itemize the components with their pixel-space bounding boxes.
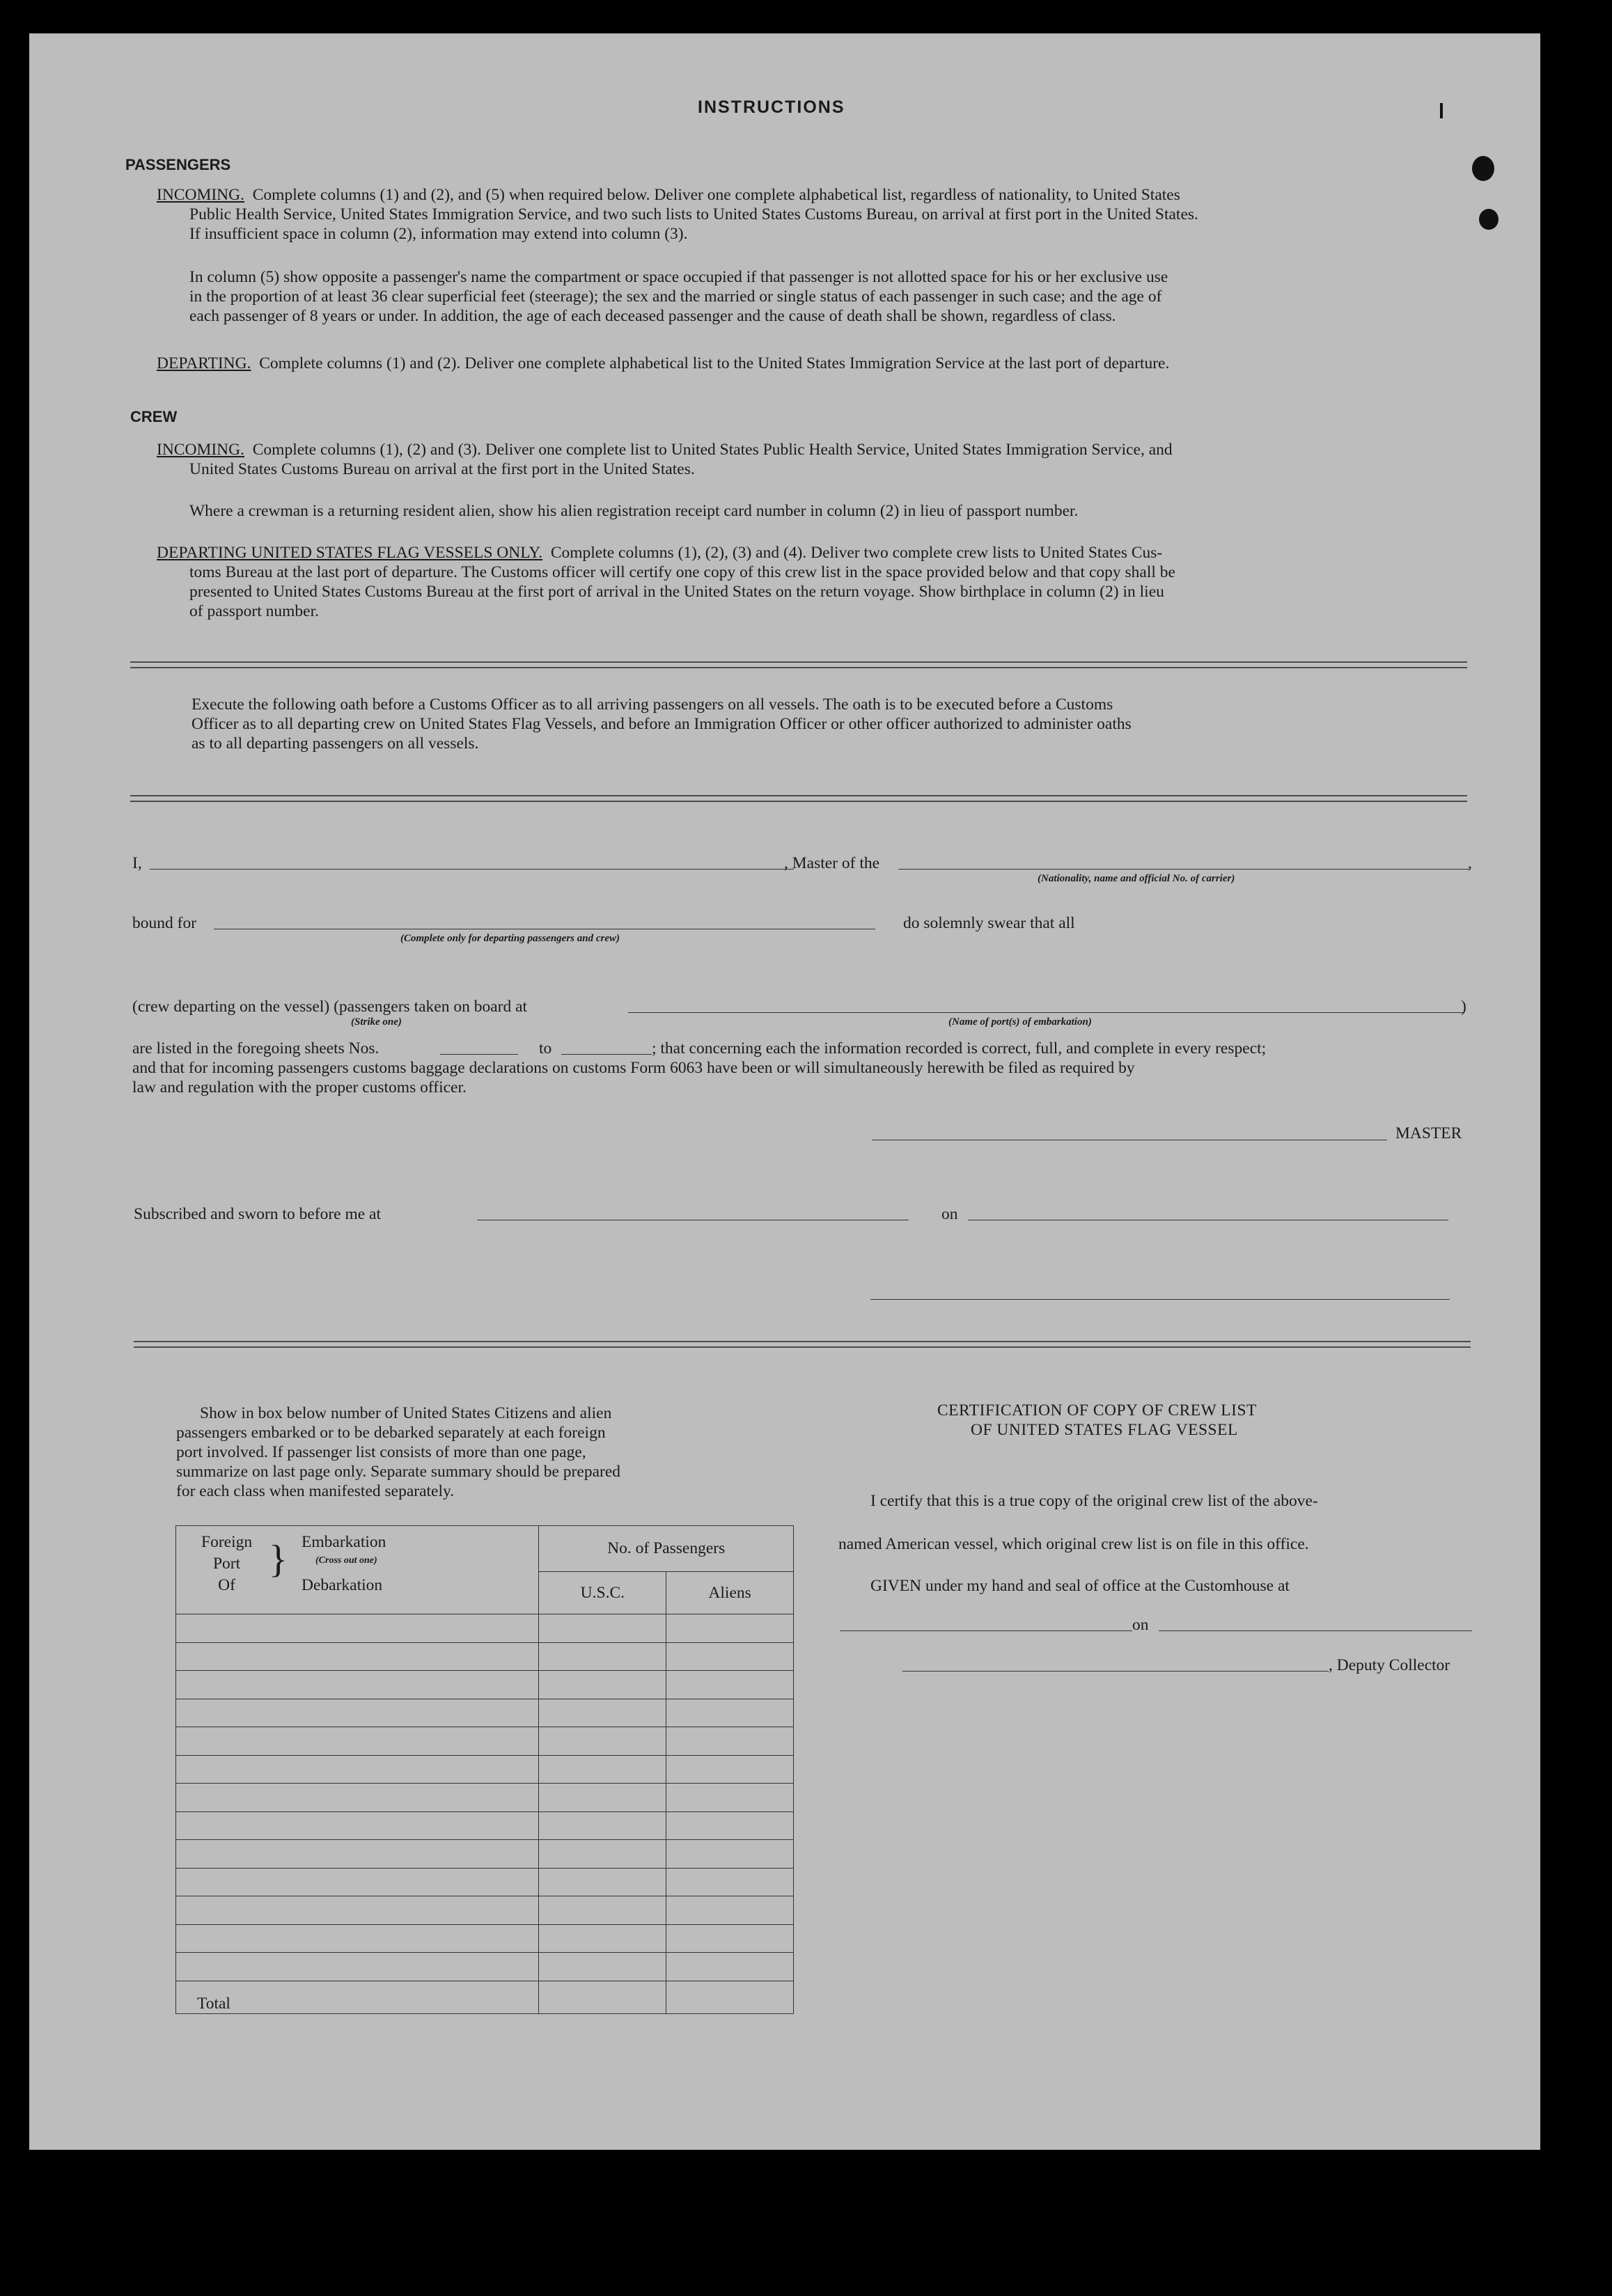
master-label: MASTER <box>1395 1124 1462 1142</box>
table-row <box>176 1953 794 1981</box>
officer-signature-field[interactable] <box>870 1299 1450 1300</box>
table-row <box>176 1784 794 1812</box>
table-row <box>176 1727 794 1756</box>
table-row <box>176 1671 794 1699</box>
crew-incoming-label: INCOMING. <box>157 441 244 459</box>
master-name-field[interactable] <box>150 869 794 870</box>
table-row <box>176 1840 794 1869</box>
usc-header: U.S.C. <box>539 1572 666 1614</box>
nationality-caption: (Nationality, name and official No. of carrier) <box>1038 873 1235 884</box>
passengers-incoming-line-2: Public Health Service, United States Immigration Service, and two such lists to United States Customs Bureau, on arrival at first port in the United States. <box>189 205 1198 223</box>
column5-line-3: each passenger of 8 years or under. In addition, the age of each deceased passenger and the cause of death shall be shown, regardless of class. <box>189 307 1116 325</box>
table-row <box>176 1924 794 1953</box>
deputy-signature-field[interactable] <box>902 1671 1329 1672</box>
column5-line-1: In column (5) show opposite a passenger's name the compartment or space occupied if that passenger is not allotted space for his or her exclusive use <box>189 268 1168 286</box>
subscribed-label: Subscribed and sworn to before me at <box>134 1205 382 1223</box>
sheet-to-field[interactable] <box>561 1054 652 1055</box>
master-of-label: , Master of the <box>784 854 880 872</box>
table-row <box>176 1755 794 1784</box>
oath-i-label: I, <box>132 854 142 872</box>
ports-summary-table <box>175 1525 794 2014</box>
customhouse-field[interactable] <box>840 1630 1132 1631</box>
divider <box>130 795 1467 802</box>
document-sheet <box>29 33 1540 2150</box>
crew-departing-line-3: presented to United States Customs Bureau at the first port of arrival in the United States on the return voyage. Show birthplace in column (2) in lieu <box>189 583 1164 601</box>
strike-caption: (Strike one) <box>351 1016 402 1028</box>
oath-instructions-line-2: Officer as to all departing crew on United States Flag Vessels, and before an Immigration Officer or other officer authorized to administer oaths <box>191 715 1132 733</box>
listed-line-3: law and regulation with the proper customs officer. <box>132 1078 467 1096</box>
certification-title-2: OF UNITED STATES FLAG VESSEL <box>971 1421 1238 1439</box>
page-title: INSTRUCTIONS <box>698 97 845 117</box>
box-instructions-line-5: for each class when manifested separately. <box>176 1482 455 1500</box>
box-instructions-line-2: passengers embarked or to be debarked separately at each foreign <box>176 1424 606 1442</box>
no-passengers-header: No. of Passengers <box>539 1526 794 1572</box>
crew-departing-line-1: DEPARTING UNITED STATES FLAG VESSELS ONLY. Complete columns (1), (2), (3) and (4). Deliver two complete crew lists to United States Cus- <box>157 544 1163 562</box>
brace-glyph: } <box>269 1538 288 1581</box>
oath-instructions-line-3: as to all departing passengers on all vessels. <box>191 734 479 753</box>
sheet-from-field[interactable] <box>440 1054 518 1055</box>
oath-instructions-line-1: Execute the following oath before a Customs Officer as to all arriving passengers on all vessels. The oath is to be executed before a Customs <box>191 695 1113 714</box>
divider <box>134 1341 1471 1348</box>
deputy-collector-label: , Deputy Collector <box>1329 1656 1450 1674</box>
crew-departing-line-4: of passport number. <box>189 602 320 620</box>
passengers-departing-label: DEPARTING. <box>157 354 251 372</box>
listed-label-b: ; that concerning each the information recorded is correct, full, and complete in every respect; <box>652 1039 1267 1057</box>
departing-choice-label: (crew departing on the vessel) (passengers taken on board at <box>132 998 528 1016</box>
certification-title-1: CERTIFICATION OF COPY OF CREW LIST <box>937 1401 1257 1420</box>
passengers-heading: PASSENGERS <box>125 156 231 173</box>
crew-incoming-line-1: INCOMING. Complete columns (1), (2) and (3). Deliver one complete list to United States Public Health Service, United States Immigration Service, and <box>157 441 1173 459</box>
ink-blot <box>1479 209 1498 230</box>
table-row <box>176 1614 794 1643</box>
passengers-incoming-line-3: If insufficient space in column (2), information may extend into column (3). <box>189 225 688 243</box>
box-instructions-line-1: Show in box below number of United States Citizens and alien <box>200 1404 612 1422</box>
table-row <box>176 1699 794 1727</box>
crew-heading: CREW <box>130 408 178 425</box>
certification-line-1: I certify that this is a true copy of the original crew list of the above- <box>870 1492 1318 1510</box>
crew-departing-label: DEPARTING UNITED STATES FLAG VESSELS ONLY. <box>157 544 543 562</box>
total-label: Total <box>176 1981 539 2013</box>
certification-date-field[interactable] <box>1159 1630 1472 1631</box>
box-instructions-line-4: summarize on last page only. Separate summary should be prepared <box>176 1463 620 1481</box>
ink-blot <box>1472 156 1494 181</box>
master-of-end: , <box>1468 854 1472 872</box>
cross-out-caption: (Cross out one) <box>315 1555 377 1566</box>
passengers-incoming-label: INCOMING. <box>157 186 244 204</box>
given-label: GIVEN under my hand and seal of office at the Customhouse at <box>870 1577 1290 1595</box>
listed-to-label: to <box>539 1039 552 1057</box>
table-row <box>176 1896 794 1925</box>
foreign-port-of: Foreign Port Of <box>201 1533 253 1594</box>
total-row <box>176 1981 794 2013</box>
table-row <box>176 1868 794 1896</box>
carrier-field[interactable] <box>898 869 1469 870</box>
port-caption: (Name of port(s) of embarkation) <box>948 1016 1092 1028</box>
column5-line-2: in the proportion of at least 36 clear superficial feet (steerage); the sex and the married or single status of each passenger in such case; and the age of <box>189 288 1162 306</box>
crew-incoming-line-2: United States Customs Bureau on arrival at the first port in the United States. <box>189 460 695 478</box>
aliens-header: Aliens <box>666 1572 794 1614</box>
table-row <box>176 1642 794 1671</box>
bound-for-caption: (Complete only for departing passengers and crew) <box>400 933 620 944</box>
box-instructions-line-3: port involved. If passenger list consists of more than one page, <box>176 1443 586 1461</box>
page-mark <box>1440 103 1443 118</box>
certification-on-label: on <box>1132 1616 1149 1634</box>
passengers-incoming-line-1: INCOMING. Complete columns (1) and (2), and (5) when required below. Deliver one complete alphabetical list, regardless of nationality, to United States <box>157 186 1180 204</box>
passengers-departing: DEPARTING. Complete columns (1) and (2). Deliver one complete alphabetical list to the United States Immigration Service at the last port of departure. <box>157 354 1170 372</box>
debarkation-label: Debarkation <box>302 1576 383 1594</box>
embarkation-label: Embarkation <box>302 1533 386 1551</box>
listed-label-a: are listed in the foregoing sheets Nos. <box>132 1039 379 1057</box>
bound-for-label: bound for <box>132 914 197 932</box>
crew-departing-line-2: toms Bureau at the last port of departure. The Customs officer will certify one copy of this crew list in the space provided below and that copy shall be <box>189 563 1175 581</box>
close-paren: ) <box>1461 998 1466 1016</box>
certification-line-2: named American vessel, which original crew list is on file in this office. <box>838 1535 1309 1553</box>
solemnly-label: do solemnly swear that all <box>903 914 1075 932</box>
subscribed-on-label: on <box>941 1205 958 1223</box>
listed-line-2: and that for incoming passengers customs baggage declarations on customs Form 6063 have been or will simultaneously herewith be filed as required by <box>132 1059 1135 1077</box>
divider <box>130 661 1467 668</box>
crew-resident-line: Where a crewman is a returning resident alien, show his alien registration receipt card number in column (2) in lieu of passport number. <box>189 502 1079 520</box>
table-row <box>176 1811 794 1840</box>
embarkation-port-field[interactable] <box>628 1012 1464 1013</box>
port-header-cell <box>176 1526 539 1614</box>
